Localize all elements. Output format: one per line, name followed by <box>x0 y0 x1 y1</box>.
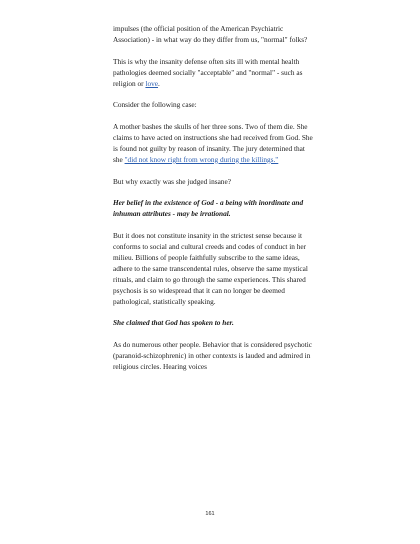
paragraph-5: But why exactly was she judged insane? <box>113 176 231 186</box>
love-link[interactable]: love <box>145 78 159 88</box>
paragraph-3: Consider the following case: <box>113 100 197 110</box>
paragraph-4 <box>113 122 313 166</box>
paragraph-2-end: . <box>158 78 160 88</box>
paragraph-9: As do numerous other people. Behavior that is considered psychotic (paranoid-schizophrenic) in other contexts is lauded and admired in religious circles. Hearing voices <box>113 340 312 371</box>
paragraph-8-emphasis: She claimed that God has spoken to her. <box>113 318 234 328</box>
paragraph-7: But it does not constitute insanity in the strictest sense because it conforms to social and cultural creeds and codes of conduct in her milieu. Billions of people faithfully subscribe to the same ideas, adhere to the same transcendental rules, observe the same mystical rituals, and claim to go through the same experiences. This shared psychosis is so widespread that it can no longer be deemed pathological, statistically speaking. <box>113 231 308 306</box>
page-number: 161 <box>205 511 215 517</box>
paragraph-6-emphasis: Her belief in the existence of God - a being with inordinate and inhuman attributes - may be irrational. <box>113 198 304 219</box>
paragraph-1: impulses (the official position of the American Psychiatric Association) - in what way do they differ from us, "normal" folks? <box>113 24 308 44</box>
page-content <box>113 24 313 384</box>
paragraph-2-text: This is why the insanity defense often sits ill with mental health pathologies deemed socially "acceptable" and "normal" - such as religion or <box>113 56 303 88</box>
paragraph-4-text: A mother bashes the skulls of her three sons. Two of them die. She claims to have acted on instructions she had received from God. She is found not guilty by reason of insanity. The jury determined that she <box>113 122 313 164</box>
quote-link[interactable]: "did not know right from wrong during the killings." <box>124 154 279 164</box>
paragraph-2 <box>113 57 313 90</box>
